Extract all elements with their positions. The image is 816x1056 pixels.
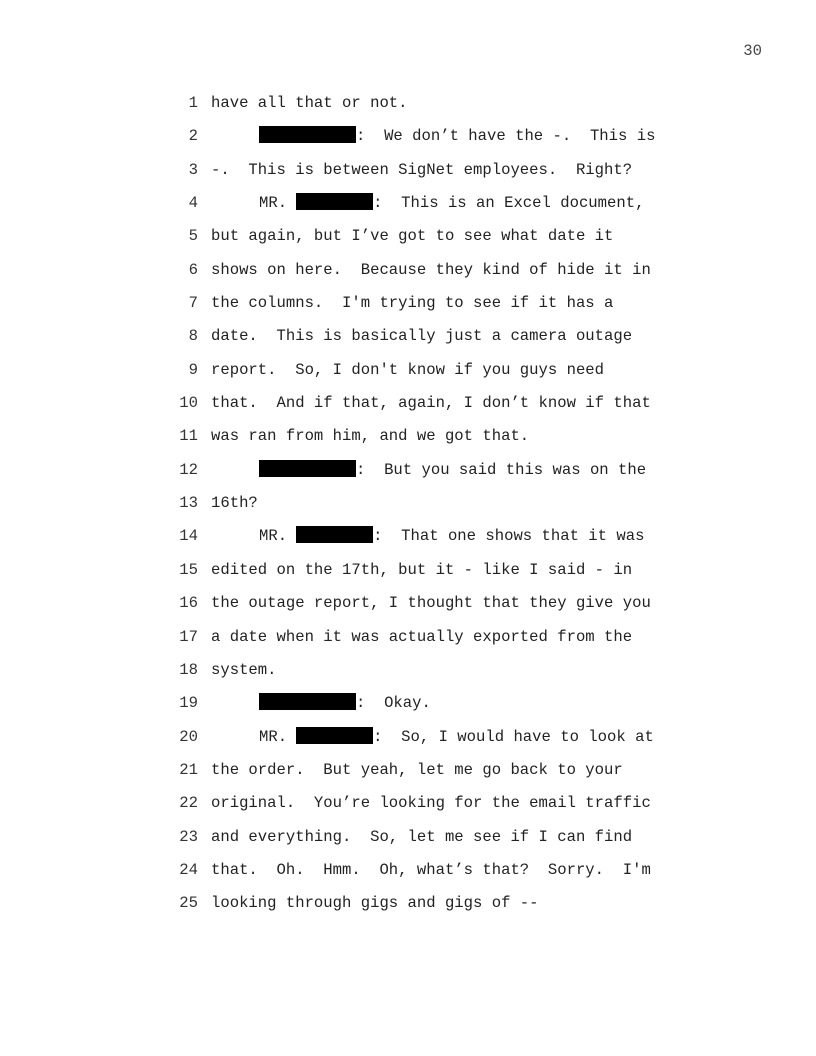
line-text	[211, 793, 651, 813]
line-text	[211, 426, 529, 446]
speaker-separator: :	[356, 694, 366, 713]
line-number: 22	[179, 794, 198, 813]
line-text	[211, 360, 604, 380]
line-text	[211, 193, 644, 213]
line-number: 7	[188, 294, 198, 313]
speaker-title: MR.	[259, 194, 288, 213]
line-text	[211, 660, 277, 680]
line-text	[211, 593, 651, 613]
line-content: shows on here. Because they kind of hide it in	[211, 260, 651, 279]
line-number: 24	[179, 860, 198, 879]
transcript-line	[0, 660, 816, 693]
line-content: but again, but I’ve got to see what date it	[211, 227, 614, 246]
speaker-separator: :	[373, 727, 383, 746]
line-number: 13	[179, 494, 198, 513]
line-text	[211, 526, 644, 546]
line-content: edited on the 17th, but it - like I said - in	[211, 560, 633, 579]
line-number: 3	[188, 160, 198, 179]
line-text	[211, 460, 646, 480]
line-number: 1	[188, 94, 198, 112]
line-content: So, I would have to look at	[382, 727, 654, 746]
line-number: 6	[188, 260, 198, 279]
transcript-line	[0, 160, 816, 193]
redaction-block	[259, 693, 356, 710]
line-number: 11	[179, 427, 198, 446]
redaction-block	[259, 126, 356, 143]
line-content: that. Oh. Hmm. Oh, what’s that? Sorry. I'm	[211, 860, 651, 879]
speaker-title: MR.	[259, 727, 288, 746]
line-text	[211, 160, 632, 180]
line-number: 2	[188, 127, 198, 146]
redaction-block	[296, 526, 373, 543]
line-content: have all that or not.	[211, 94, 408, 112]
transcript-line	[0, 627, 816, 660]
line-number: 21	[179, 760, 198, 779]
line-content: report. So, I don't know if you guys need	[211, 360, 605, 379]
line-content: date. This is basically just a camera outage	[211, 327, 633, 346]
transcript-line	[0, 293, 816, 326]
transcript-body	[0, 93, 816, 927]
transcript-line	[0, 193, 816, 226]
line-number: 17	[179, 627, 198, 646]
transcript-line	[0, 126, 816, 159]
line-number: 15	[179, 560, 198, 579]
transcript-line	[0, 893, 816, 926]
line-text	[211, 93, 408, 113]
line-text	[211, 226, 613, 246]
transcript-line	[0, 860, 816, 893]
transcript-line	[0, 226, 816, 259]
line-text	[211, 560, 632, 580]
transcript-line	[0, 727, 816, 760]
line-number: 20	[179, 727, 198, 746]
line-content: 16th?	[211, 494, 258, 513]
transcript-line	[0, 793, 816, 826]
line-number: 12	[179, 460, 198, 479]
speaker-separator: :	[356, 460, 366, 479]
line-number: 18	[179, 660, 198, 679]
line-content: -. This is between SigNet employees. Right?	[211, 160, 633, 179]
line-content: But you said this was on the	[365, 460, 647, 479]
line-content: This is an Excel document,	[382, 194, 645, 213]
line-number: 5	[188, 227, 198, 246]
line-content: and everything. So, let me see if I can find	[211, 827, 633, 846]
line-text	[211, 727, 654, 747]
line-content: the order. But yeah, let me go back to your	[211, 760, 623, 779]
line-text	[211, 893, 539, 913]
transcript-line	[0, 560, 816, 593]
transcript-line	[0, 493, 816, 526]
line-content: Okay.	[365, 694, 431, 713]
transcript-line	[0, 360, 816, 393]
line-text	[211, 326, 632, 346]
line-text	[211, 393, 651, 413]
line-content: We don’t have the -. This is	[365, 127, 656, 146]
line-number: 14	[179, 527, 198, 546]
redaction-block	[296, 727, 373, 744]
line-content: that. And if that, again, I don’t know if that	[211, 394, 651, 413]
transcript-line	[0, 326, 816, 359]
line-content: That one shows that it was	[382, 527, 645, 546]
speaker-separator: :	[356, 127, 366, 146]
line-text	[211, 627, 632, 647]
line-content: was ran from him, and we got that.	[211, 427, 530, 446]
speaker-separator: :	[373, 527, 383, 546]
line-content: looking through gigs and gigs of --	[211, 894, 539, 913]
line-number: 4	[188, 194, 198, 213]
line-number: 10	[179, 394, 198, 413]
line-text	[211, 693, 431, 713]
transcript-line	[0, 760, 816, 793]
line-number: 16	[179, 594, 198, 613]
transcript-line	[0, 393, 816, 426]
line-text	[211, 827, 632, 847]
transcript-line	[0, 693, 816, 726]
transcript-line	[0, 260, 816, 293]
speaker-separator: :	[373, 194, 383, 213]
line-number: 25	[179, 894, 198, 913]
line-number: 19	[179, 694, 198, 713]
line-text	[211, 860, 651, 880]
redaction-block	[259, 460, 356, 477]
transcript-line	[0, 827, 816, 860]
transcript-line	[0, 460, 816, 493]
redaction-block	[296, 193, 373, 210]
transcript-line	[0, 93, 816, 126]
line-text	[211, 126, 655, 146]
line-text	[211, 493, 258, 513]
line-text	[211, 293, 613, 313]
speaker-title: MR.	[259, 527, 288, 546]
line-content: system.	[211, 660, 277, 679]
transcript-line	[0, 526, 816, 559]
line-number: 9	[188, 360, 198, 379]
line-text	[211, 760, 623, 780]
line-content: a date when it was actually exported from the	[211, 627, 633, 646]
line-text	[211, 260, 651, 280]
line-number: 23	[179, 827, 198, 846]
line-content: the columns. I'm trying to see if it has a	[211, 294, 614, 313]
transcript-line	[0, 426, 816, 459]
page-number: 30	[743, 42, 762, 60]
line-number: 8	[188, 327, 198, 346]
line-content: the outage report, I thought that they give you	[211, 594, 651, 613]
line-content: original. You’re looking for the email traffic	[211, 794, 651, 813]
transcript-line	[0, 593, 816, 626]
